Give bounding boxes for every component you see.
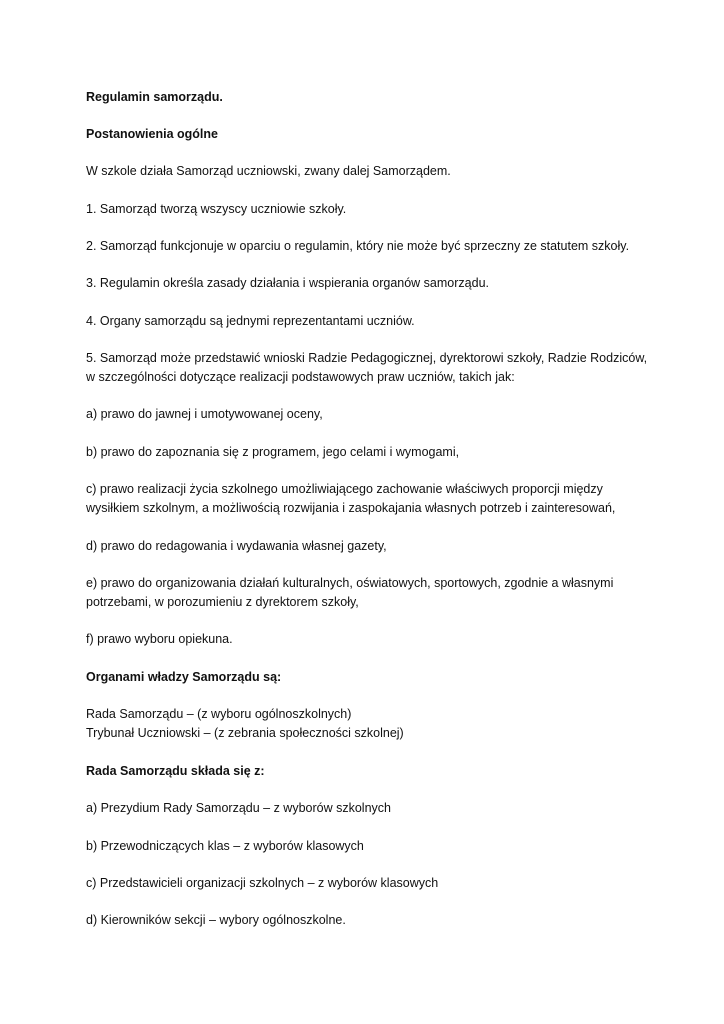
- organ-item: Rada Samorządu – (z wyboru ogólnoszkolnych): [86, 707, 352, 721]
- point-4: 4. Organy samorządu są jednymi reprezentantami uczniów.: [86, 314, 415, 328]
- right-a: a) prawo do jawnej i umotywowanej oceny,: [86, 407, 323, 421]
- council-item: d) Kierowników sekcji – wybory ogólnoszkolne.: [86, 913, 346, 927]
- council-item: c) Przedstawicieli organizacji szkolnych – z wyborów klasowych: [86, 876, 439, 890]
- right-e-line-1: e) prawo do organizowania działań kulturalnych, oświatowych, sportowych, zgodnie a własnymi: [86, 576, 614, 590]
- right-b: b) prawo do zapoznania się z programem, jego celami i wymogami,: [86, 445, 460, 459]
- section-heading-council: Rada Samorządu składa się z:: [86, 764, 265, 778]
- point-5-line-1: 5. Samorząd może przedstawić wnioski Radzie Pedagogicznej, dyrektorowi szkoły, Radzie Rodziców,: [86, 351, 648, 365]
- right-f: f) prawo wyboru opiekuna.: [86, 632, 233, 646]
- council-item: b) Przewodniczących klas – z wyborów klasowych: [86, 839, 364, 853]
- intro-paragraph: W szkole działa Samorząd uczniowski, zwany dalej Samorządem.: [86, 164, 451, 178]
- point-5-line-2: w szczególności dotyczące realizacji podstawowych praw uczniów, takich jak:: [86, 370, 515, 384]
- organ-item: Trybunał Uczniowski – (z zebrania społeczności szkolnej): [86, 726, 404, 740]
- right-c-line-1: c) prawo realizacji życia szkolnego umożliwiającego zachowanie właściwych proporcji między: [86, 482, 603, 496]
- section-heading-general: Postanowienia ogólne: [86, 127, 218, 141]
- council-item: a) Prezydium Rady Samorządu – z wyborów szkolnych: [86, 801, 391, 815]
- point-2: 2. Samorząd funkcjonuje w oparciu o regulamin, który nie może być sprzeczny ze statutem szkoły.: [86, 239, 630, 253]
- right-d: d) prawo do redagowania i wydawania własnej gazety,: [86, 539, 387, 553]
- section-heading-organs: Organami władzy Samorządu są:: [86, 670, 282, 684]
- document-title: Regulamin samorządu.: [86, 90, 223, 104]
- right-c-line-2: wysiłkiem szkolnym, a możliwością rozwijania i zaspokajania własnych potrzeb i zainteresowań,: [86, 501, 616, 515]
- point-1: 1. Samorząd tworzą wszyscy uczniowie szkoły.: [86, 202, 347, 216]
- point-3: 3. Regulamin określa zasady działania i wspierania organów samorządu.: [86, 276, 489, 290]
- right-e-line-2: potrzebami, w porozumieniu z dyrektorem szkoły,: [86, 595, 359, 609]
